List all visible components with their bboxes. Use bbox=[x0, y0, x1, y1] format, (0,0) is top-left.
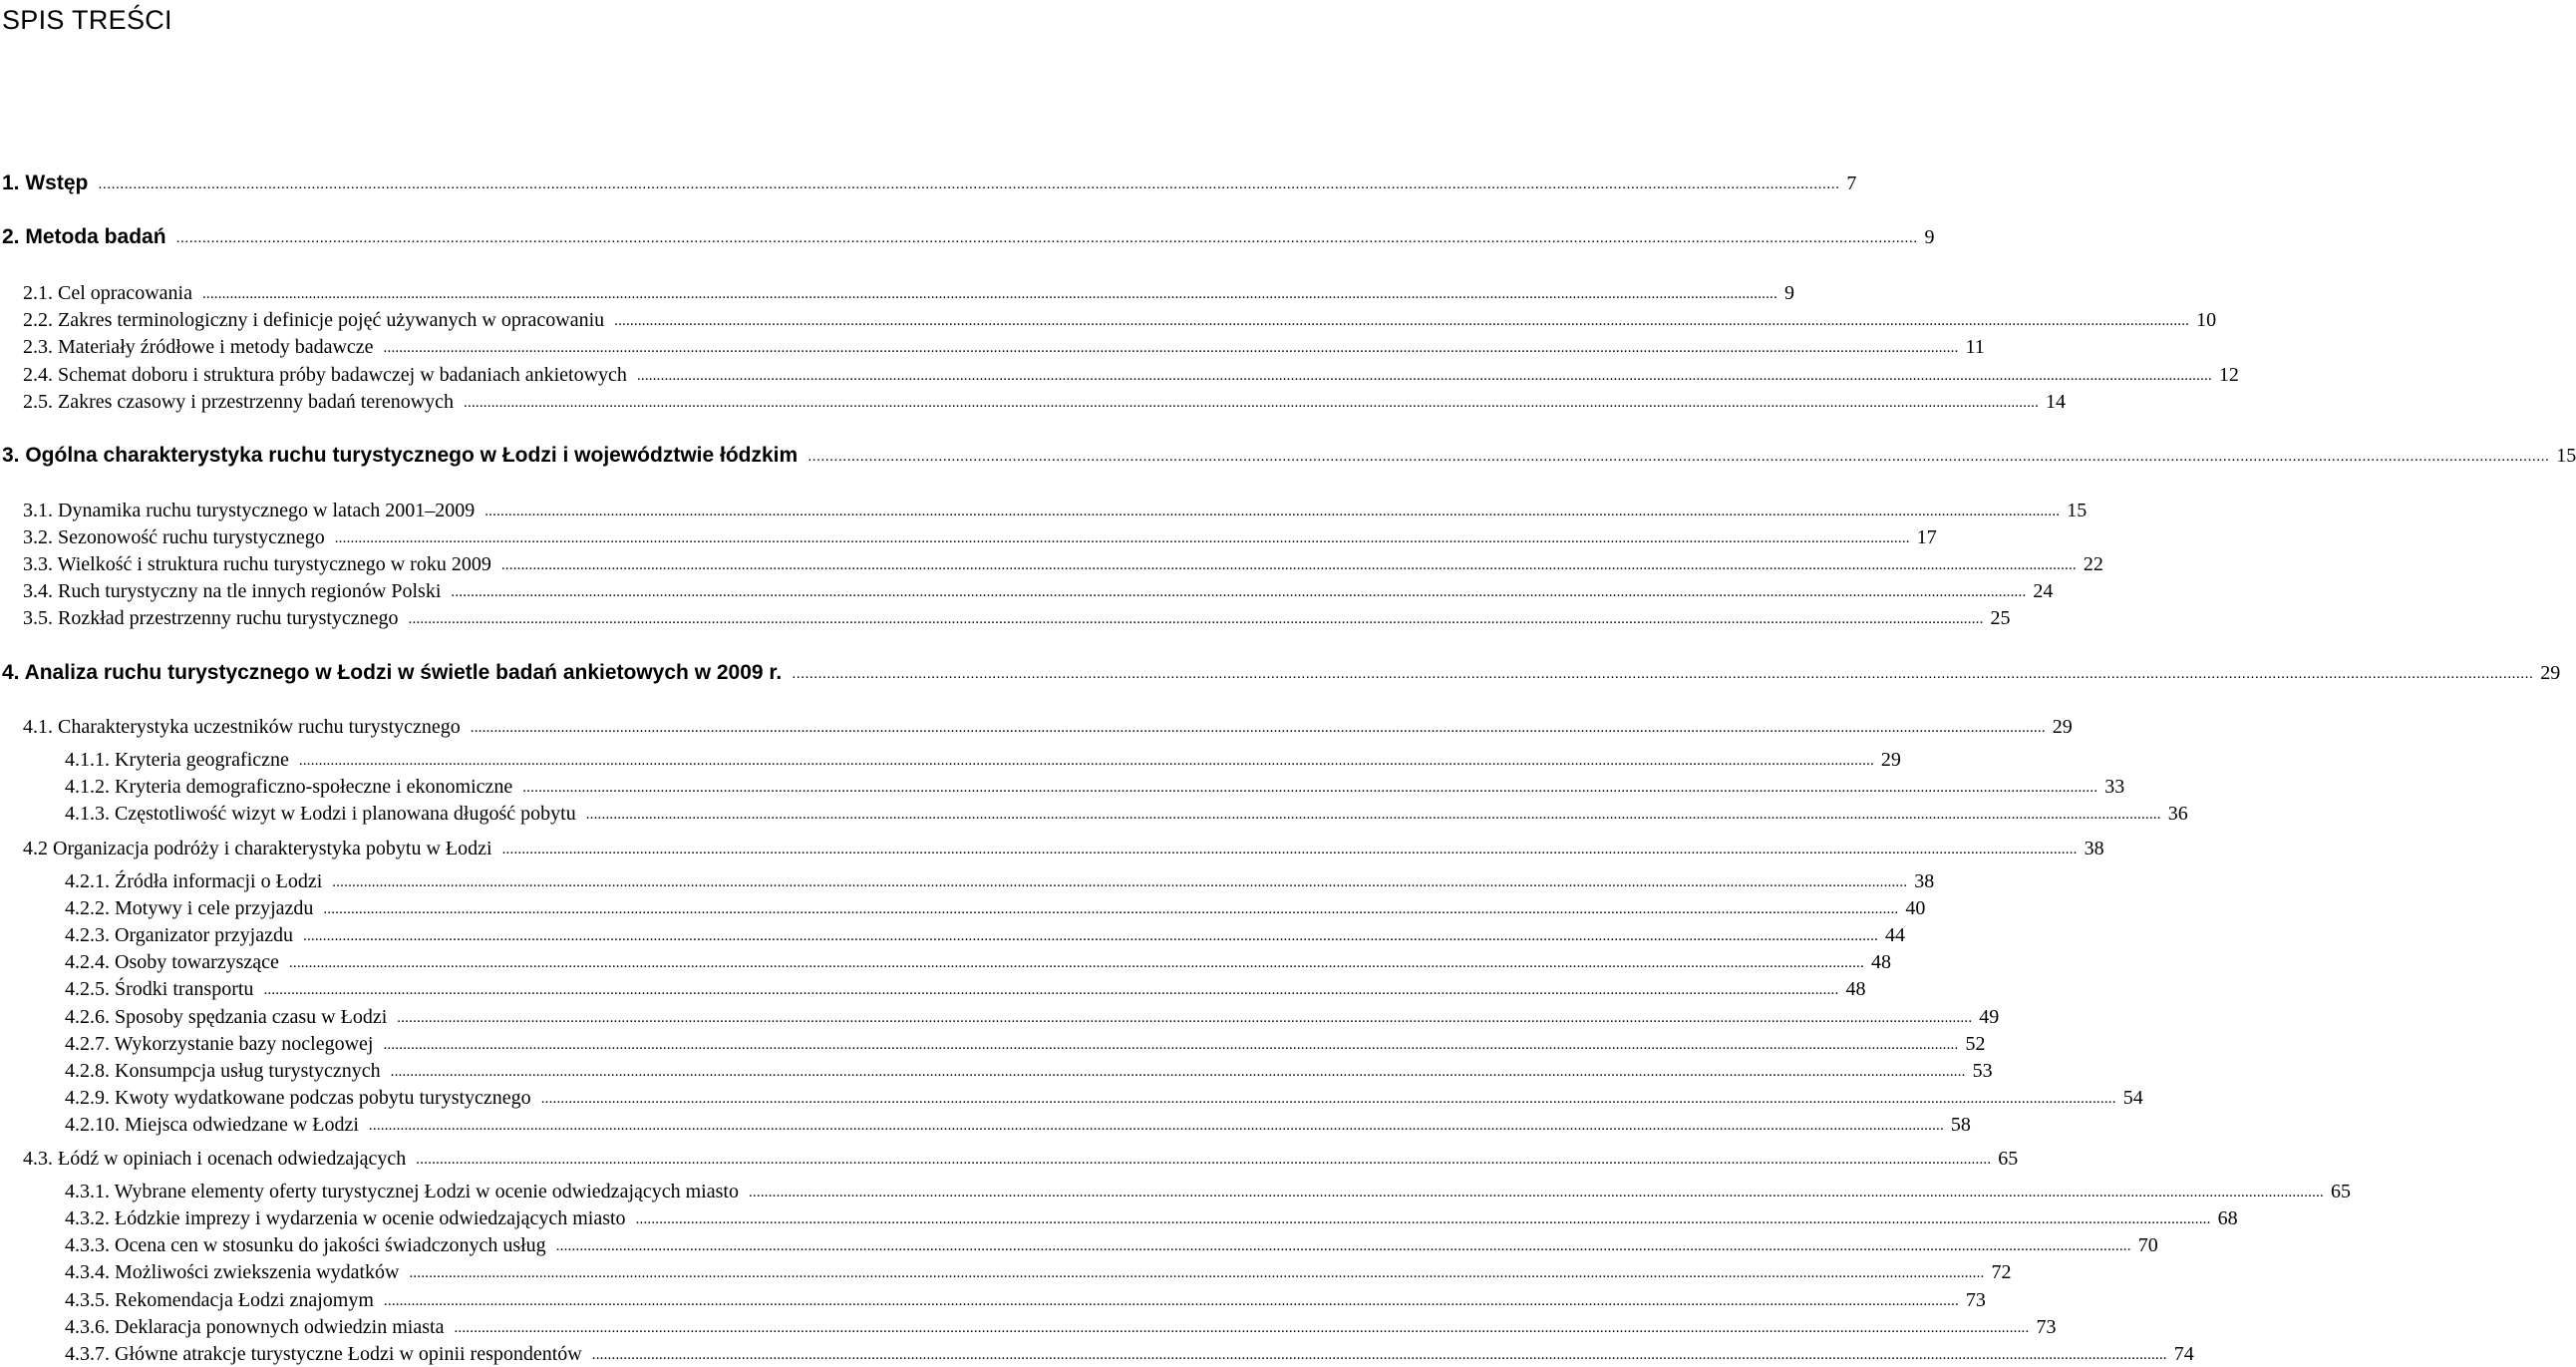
toc-entry-page-number: 65 bbox=[1998, 1148, 2019, 1170]
dot-leader: ................................................................................................................................................................................................................................................................................................................................................................................................................ bbox=[98, 175, 1840, 192]
dot-leader: ................................................................................................................................................................................................................................................................................................................................................................................................................ bbox=[591, 1347, 2167, 1363]
dot-leader: ................................................................................................................................................................................................................................................................................................................................................................................................................ bbox=[383, 1293, 1959, 1309]
toc-entry-page-number: 73 bbox=[2036, 1316, 2057, 1338]
dot-leader: ................................................................................................................................................................................................................................................................................................................................................................................................................ bbox=[201, 286, 1777, 302]
dot-leader: ................................................................................................................................................................................................................................................................................................................................................................................................................ bbox=[332, 874, 1908, 890]
toc-entry-label: 4.3.1. Wybrane elementy oferty turystycznej Łodzi w ocenie odwiedzających miasto bbox=[65, 1181, 739, 1202]
toc-entry-label: 2.4. Schemat doboru i struktura próby badawczej w badaniach ankietowych bbox=[23, 364, 627, 386]
dot-leader: ................................................................................................................................................................................................................................................................................................................................................................................................................ bbox=[263, 982, 1839, 998]
toc-entry-label: 3.2. Sezonowość ruchu turystycznego bbox=[23, 526, 325, 548]
toc-entry-label: 3.3. Wielkość i struktura ruchu turystycznego w roku 2009 bbox=[23, 553, 491, 575]
toc-entry-label: 4.2.4. Osoby towarzyszące bbox=[65, 951, 279, 973]
toc-entry[interactable] bbox=[23, 604, 2011, 630]
toc-entry-page-number: 73 bbox=[1965, 1289, 1986, 1311]
toc-entry-page-number: 29 bbox=[2540, 662, 2561, 684]
toc-entry-label: 2. Metoda badań bbox=[2, 225, 166, 248]
toc-entry[interactable] bbox=[23, 306, 2217, 332]
dot-leader: ................................................................................................................................................................................................................................................................................................................................................................................................................ bbox=[397, 1010, 1973, 1026]
toc-entry[interactable] bbox=[23, 388, 2067, 414]
toc-entry-label: 4.3.4. Możliwości zwiekszenia wydatków bbox=[65, 1261, 400, 1283]
toc-entry-page-number: 48 bbox=[1845, 978, 1866, 1000]
toc-entry-label: 4.3.5. Rekomendacja Łodzi znajomym bbox=[65, 1289, 374, 1311]
toc-entry[interactable] bbox=[65, 1258, 2012, 1284]
toc-entry-page-number: 15 bbox=[2556, 445, 2576, 467]
toc-entry[interactable] bbox=[2, 223, 1935, 249]
toc-entry[interactable] bbox=[65, 1340, 2194, 1366]
toc-entry-label: 4.2.3. Organizator przyjazdu bbox=[65, 924, 293, 946]
toc-entry[interactable] bbox=[65, 773, 2125, 799]
toc-entry-label: 4.1.1. Kryteria geograficzne bbox=[65, 749, 289, 771]
toc-entry[interactable] bbox=[23, 497, 2088, 522]
toc-entry-page-number: 44 bbox=[1885, 924, 1905, 946]
dot-leader: ................................................................................................................................................................................................................................................................................................................................................................................................................ bbox=[454, 1320, 2030, 1336]
dot-leader: ................................................................................................................................................................................................................................................................................................................................................................................................................ bbox=[484, 504, 2061, 519]
dot-leader: ................................................................................................................................................................................................................................................................................................................................................................................................................ bbox=[614, 313, 2190, 329]
dot-leader: ................................................................................................................................................................................................................................................................................................................................................................................................................ bbox=[470, 720, 2046, 736]
toc-entry[interactable] bbox=[65, 1057, 1993, 1083]
toc-entry-page-number: 10 bbox=[2196, 309, 2217, 331]
dot-leader: ................................................................................................................................................................................................................................................................................................................................................................................................................ bbox=[288, 955, 1864, 971]
toc-entry-page-number: 14 bbox=[2046, 391, 2067, 413]
toc-entry-page-number: 72 bbox=[1991, 1261, 2012, 1283]
toc-entry-label: 4.1.3. Częstotliwość wizyt w Łodzi i planowana długość pobytu bbox=[65, 803, 576, 825]
dot-leader: ................................................................................................................................................................................................................................................................................................................................................................................................................ bbox=[390, 1064, 1966, 1080]
toc-entry[interactable] bbox=[65, 1084, 2143, 1110]
toc-entry-page-number: 24 bbox=[2033, 580, 2054, 602]
toc-entry-page-number: 68 bbox=[2217, 1207, 2238, 1229]
dot-leader: ................................................................................................................................................................................................................................................................................................................................................................................................................ bbox=[748, 1185, 2324, 1200]
toc-entry[interactable] bbox=[2, 659, 2561, 685]
toc-entry-page-number: 48 bbox=[1870, 951, 1891, 973]
toc-entry-page-number: 22 bbox=[2083, 553, 2103, 575]
toc-entry-label: 3.1. Dynamika ruchu turystycznego w latach 2001–2009 bbox=[23, 500, 476, 521]
dot-leader: ................................................................................................................................................................................................................................................................................................................................................................................................................ bbox=[416, 1152, 1992, 1168]
dot-leader: ................................................................................................................................................................................................................................................................................................................................................................................................................ bbox=[636, 368, 2212, 384]
toc-entry-label: 4.2.1. Źródła informacji o Łodzi bbox=[65, 870, 323, 892]
toc-entry[interactable] bbox=[23, 577, 2054, 603]
toc-entry-page-number: 52 bbox=[1965, 1033, 1986, 1055]
toc-entry[interactable] bbox=[65, 746, 1901, 772]
dot-leader: ................................................................................................................................................................................................................................................................................................................................................................................................................ bbox=[323, 901, 1899, 917]
toc-entry[interactable] bbox=[65, 1313, 2057, 1339]
toc-entry-page-number: 7 bbox=[1846, 172, 1857, 194]
toc-entry[interactable] bbox=[65, 1030, 1986, 1056]
toc-entry-page-number: 54 bbox=[2122, 1087, 2143, 1109]
toc-entry-page-number: 29 bbox=[2052, 716, 2073, 738]
toc-entry[interactable] bbox=[65, 1111, 1971, 1137]
toc-entry-label: 2.1. Cel opracowania bbox=[23, 282, 192, 304]
dot-leader: ................................................................................................................................................................................................................................................................................................................................................................................................................ bbox=[451, 584, 2027, 600]
toc-entry[interactable] bbox=[65, 948, 1891, 974]
toc-entry-page-number: 9 bbox=[1924, 226, 1935, 248]
dot-leader: ................................................................................................................................................................................................................................................................................................................................................................................................................ bbox=[298, 753, 1874, 769]
toc-entry[interactable] bbox=[65, 867, 1935, 893]
toc-entry-page-number: 11 bbox=[1965, 336, 1985, 358]
toc-entry-page-number: 38 bbox=[1914, 870, 1935, 892]
dot-leader: ................................................................................................................................................................................................................................................................................................................................................................................................................ bbox=[334, 530, 1910, 546]
dot-leader: ................................................................................................................................................................................................................................................................................................................................................................................................................ bbox=[303, 928, 1878, 944]
toc-entry[interactable] bbox=[65, 1003, 2000, 1029]
toc-entry-label: 4. Analiza ruchu turystycznego w Łodzi w świetle badań ankietowych w 2009 r. bbox=[2, 661, 783, 684]
toc-entry[interactable] bbox=[23, 279, 1794, 305]
toc-entry-label: 4.1. Charakterystyka uczestników ruchu turystycznego bbox=[23, 716, 461, 738]
toc-entry[interactable] bbox=[23, 1145, 2019, 1171]
toc-entry-label: 4.2.8. Konsumpcja usług turystycznych bbox=[65, 1060, 381, 1082]
dot-leader: ................................................................................................................................................................................................................................................................................................................................................................................................................ bbox=[501, 842, 2078, 857]
dot-leader: ................................................................................................................................................................................................................................................................................................................................................................................................................ bbox=[383, 340, 1959, 356]
toc-entry-label: 4.2.6. Sposoby spędzania czasu w Łodzi bbox=[65, 1006, 388, 1028]
toc-entry-page-number: 25 bbox=[1990, 607, 2011, 629]
dot-leader: ................................................................................................................................................................................................................................................................................................................................................................................................................ bbox=[540, 1091, 2116, 1107]
toc-entry-label: 1. Wstęp bbox=[2, 171, 89, 194]
dot-leader: ................................................................................................................................................................................................................................................................................................................................................................................................................ bbox=[635, 1211, 2211, 1227]
toc-entry-label: 2.3. Materiały źródłowe i metody badawcze bbox=[23, 336, 374, 358]
toc-entry[interactable] bbox=[65, 1178, 2351, 1203]
toc-entry-page-number: 40 bbox=[1905, 897, 1926, 919]
toc-entry[interactable] bbox=[23, 361, 2239, 387]
toc-entry-label: 3.4. Ruch turystyczny na tle innych regionów Polski bbox=[23, 580, 442, 602]
toc-entry-page-number: 9 bbox=[1783, 282, 1794, 304]
toc-entry-page-number: 36 bbox=[2167, 803, 2188, 825]
toc-entry-page-number: 65 bbox=[2330, 1181, 2351, 1202]
dot-leader: ................................................................................................................................................................................................................................................................................................................................................................................................................ bbox=[368, 1118, 1944, 1134]
toc-entry-page-number: 53 bbox=[1972, 1060, 1993, 1082]
toc-entry[interactable] bbox=[23, 550, 2103, 576]
toc-entry[interactable] bbox=[23, 835, 2104, 860]
dot-leader: ................................................................................................................................................................................................................................................................................................................................................................................................................ bbox=[807, 448, 2550, 465]
toc-entry[interactable] bbox=[23, 523, 1937, 549]
dot-leader: ................................................................................................................................................................................................................................................................................................................................................................................................................ bbox=[408, 611, 1984, 627]
toc-entry[interactable] bbox=[2, 170, 1857, 195]
toc-entry-page-number: 74 bbox=[2173, 1343, 2194, 1365]
dot-leader: ................................................................................................................................................................................................................................................................................................................................................................................................................ bbox=[175, 229, 1918, 246]
toc-entry-label: 4.2.9. Kwoty wydatkowane podczas pobytu turystycznego bbox=[65, 1087, 531, 1109]
dot-leader: ................................................................................................................................................................................................................................................................................................................................................................................................................ bbox=[383, 1037, 1959, 1053]
page-title: SPIS TREŚCI bbox=[2, 5, 172, 35]
toc-entry-label: 2.5. Zakres czasowy i przestrzenny badań terenowych bbox=[23, 391, 455, 413]
toc-entry-page-number: 38 bbox=[2084, 838, 2104, 859]
toc-entry-page-number: 12 bbox=[2218, 364, 2239, 386]
toc-entry-page-number: 15 bbox=[2067, 500, 2088, 521]
toc-entry-page-number: 70 bbox=[2137, 1234, 2158, 1256]
toc-entry-label: 4.2.10. Miejsca odwiedzane w Łodzi bbox=[65, 1114, 359, 1136]
toc-entry-label: 4.3.3. Ocena cen w stosunku do jakości świadczonych usług bbox=[65, 1234, 546, 1256]
toc-entry-label: 4.3. Łódź w opiniach i ocenach odwiedzających bbox=[23, 1148, 407, 1170]
toc-entry[interactable] bbox=[2, 442, 2576, 468]
dot-leader: ................................................................................................................................................................................................................................................................................................................................................................................................................ bbox=[409, 1265, 1985, 1281]
toc-entry-page-number: 58 bbox=[1950, 1114, 1971, 1136]
toc-entry-label: 3. Ogólna charakterystyka ruchu turystycznego w Łodzi i województwie łódzkim bbox=[2, 444, 799, 467]
dot-leader: ................................................................................................................................................................................................................................................................................................................................................................................................................ bbox=[792, 665, 2534, 682]
toc-entry-label: 3.5. Rozkład przestrzenny ruchu turystycznego bbox=[23, 607, 399, 629]
toc-entry-label: 4.1.2. Kryteria demograficzno-społeczne i ekonomiczne bbox=[65, 776, 513, 798]
toc-entry[interactable] bbox=[65, 975, 1866, 1001]
toc-entry-label: 2.2. Zakres terminologiczny i definicje pojęć używanych w opracowaniu bbox=[23, 309, 605, 331]
toc-entry-label: 4.2.2. Motywy i cele przyjazdu bbox=[65, 897, 314, 919]
toc-entry-page-number: 33 bbox=[2104, 776, 2125, 798]
toc-entry-label: 4.2.7. Wykorzystanie bazy noclegowej bbox=[65, 1033, 374, 1055]
toc-entry-page-number: 29 bbox=[1880, 749, 1901, 771]
dot-leader: ................................................................................................................................................................................................................................................................................................................................................................................................................ bbox=[464, 395, 2040, 411]
toc-entry[interactable] bbox=[65, 921, 1905, 947]
dot-leader: ................................................................................................................................................................................................................................................................................................................................................................................................................ bbox=[555, 1238, 2131, 1254]
toc-entry[interactable] bbox=[23, 713, 2073, 739]
dot-leader: ................................................................................................................................................................................................................................................................................................................................................................................................................ bbox=[585, 807, 2161, 823]
toc-entry-label: 4.3.6. Deklaracja ponownych odwiedzin miasta bbox=[65, 1316, 445, 1338]
dot-leader: ................................................................................................................................................................................................................................................................................................................................................................................................................ bbox=[522, 780, 2098, 796]
toc-entry-page-number: 49 bbox=[1979, 1006, 2000, 1028]
toc-entry-label: 4.3.7. Główne atrakcje turystyczne Łodzi w opinii respondentów bbox=[65, 1343, 582, 1365]
toc-entry-label: 4.3.2. Łódzkie imprezy i wydarzenia w ocenie odwiedzających miasto bbox=[65, 1207, 626, 1229]
toc-entry[interactable] bbox=[65, 1286, 1986, 1312]
toc-entry[interactable] bbox=[65, 1204, 2238, 1230]
toc-entry[interactable] bbox=[65, 894, 1926, 920]
toc-entry[interactable] bbox=[65, 800, 2188, 826]
toc-entry[interactable] bbox=[23, 333, 1985, 359]
toc-entry-label: 4.2.5. Środki transportu bbox=[65, 978, 254, 1000]
toc-entry[interactable] bbox=[65, 1231, 2158, 1257]
toc-entry-label: 4.2 Organizacja podróży i charakterystyka pobytu w Łodzi bbox=[23, 838, 492, 859]
dot-leader: ................................................................................................................................................................................................................................................................................................................................................................................................................ bbox=[500, 557, 2077, 573]
toc-entry-page-number: 17 bbox=[1916, 526, 1937, 548]
